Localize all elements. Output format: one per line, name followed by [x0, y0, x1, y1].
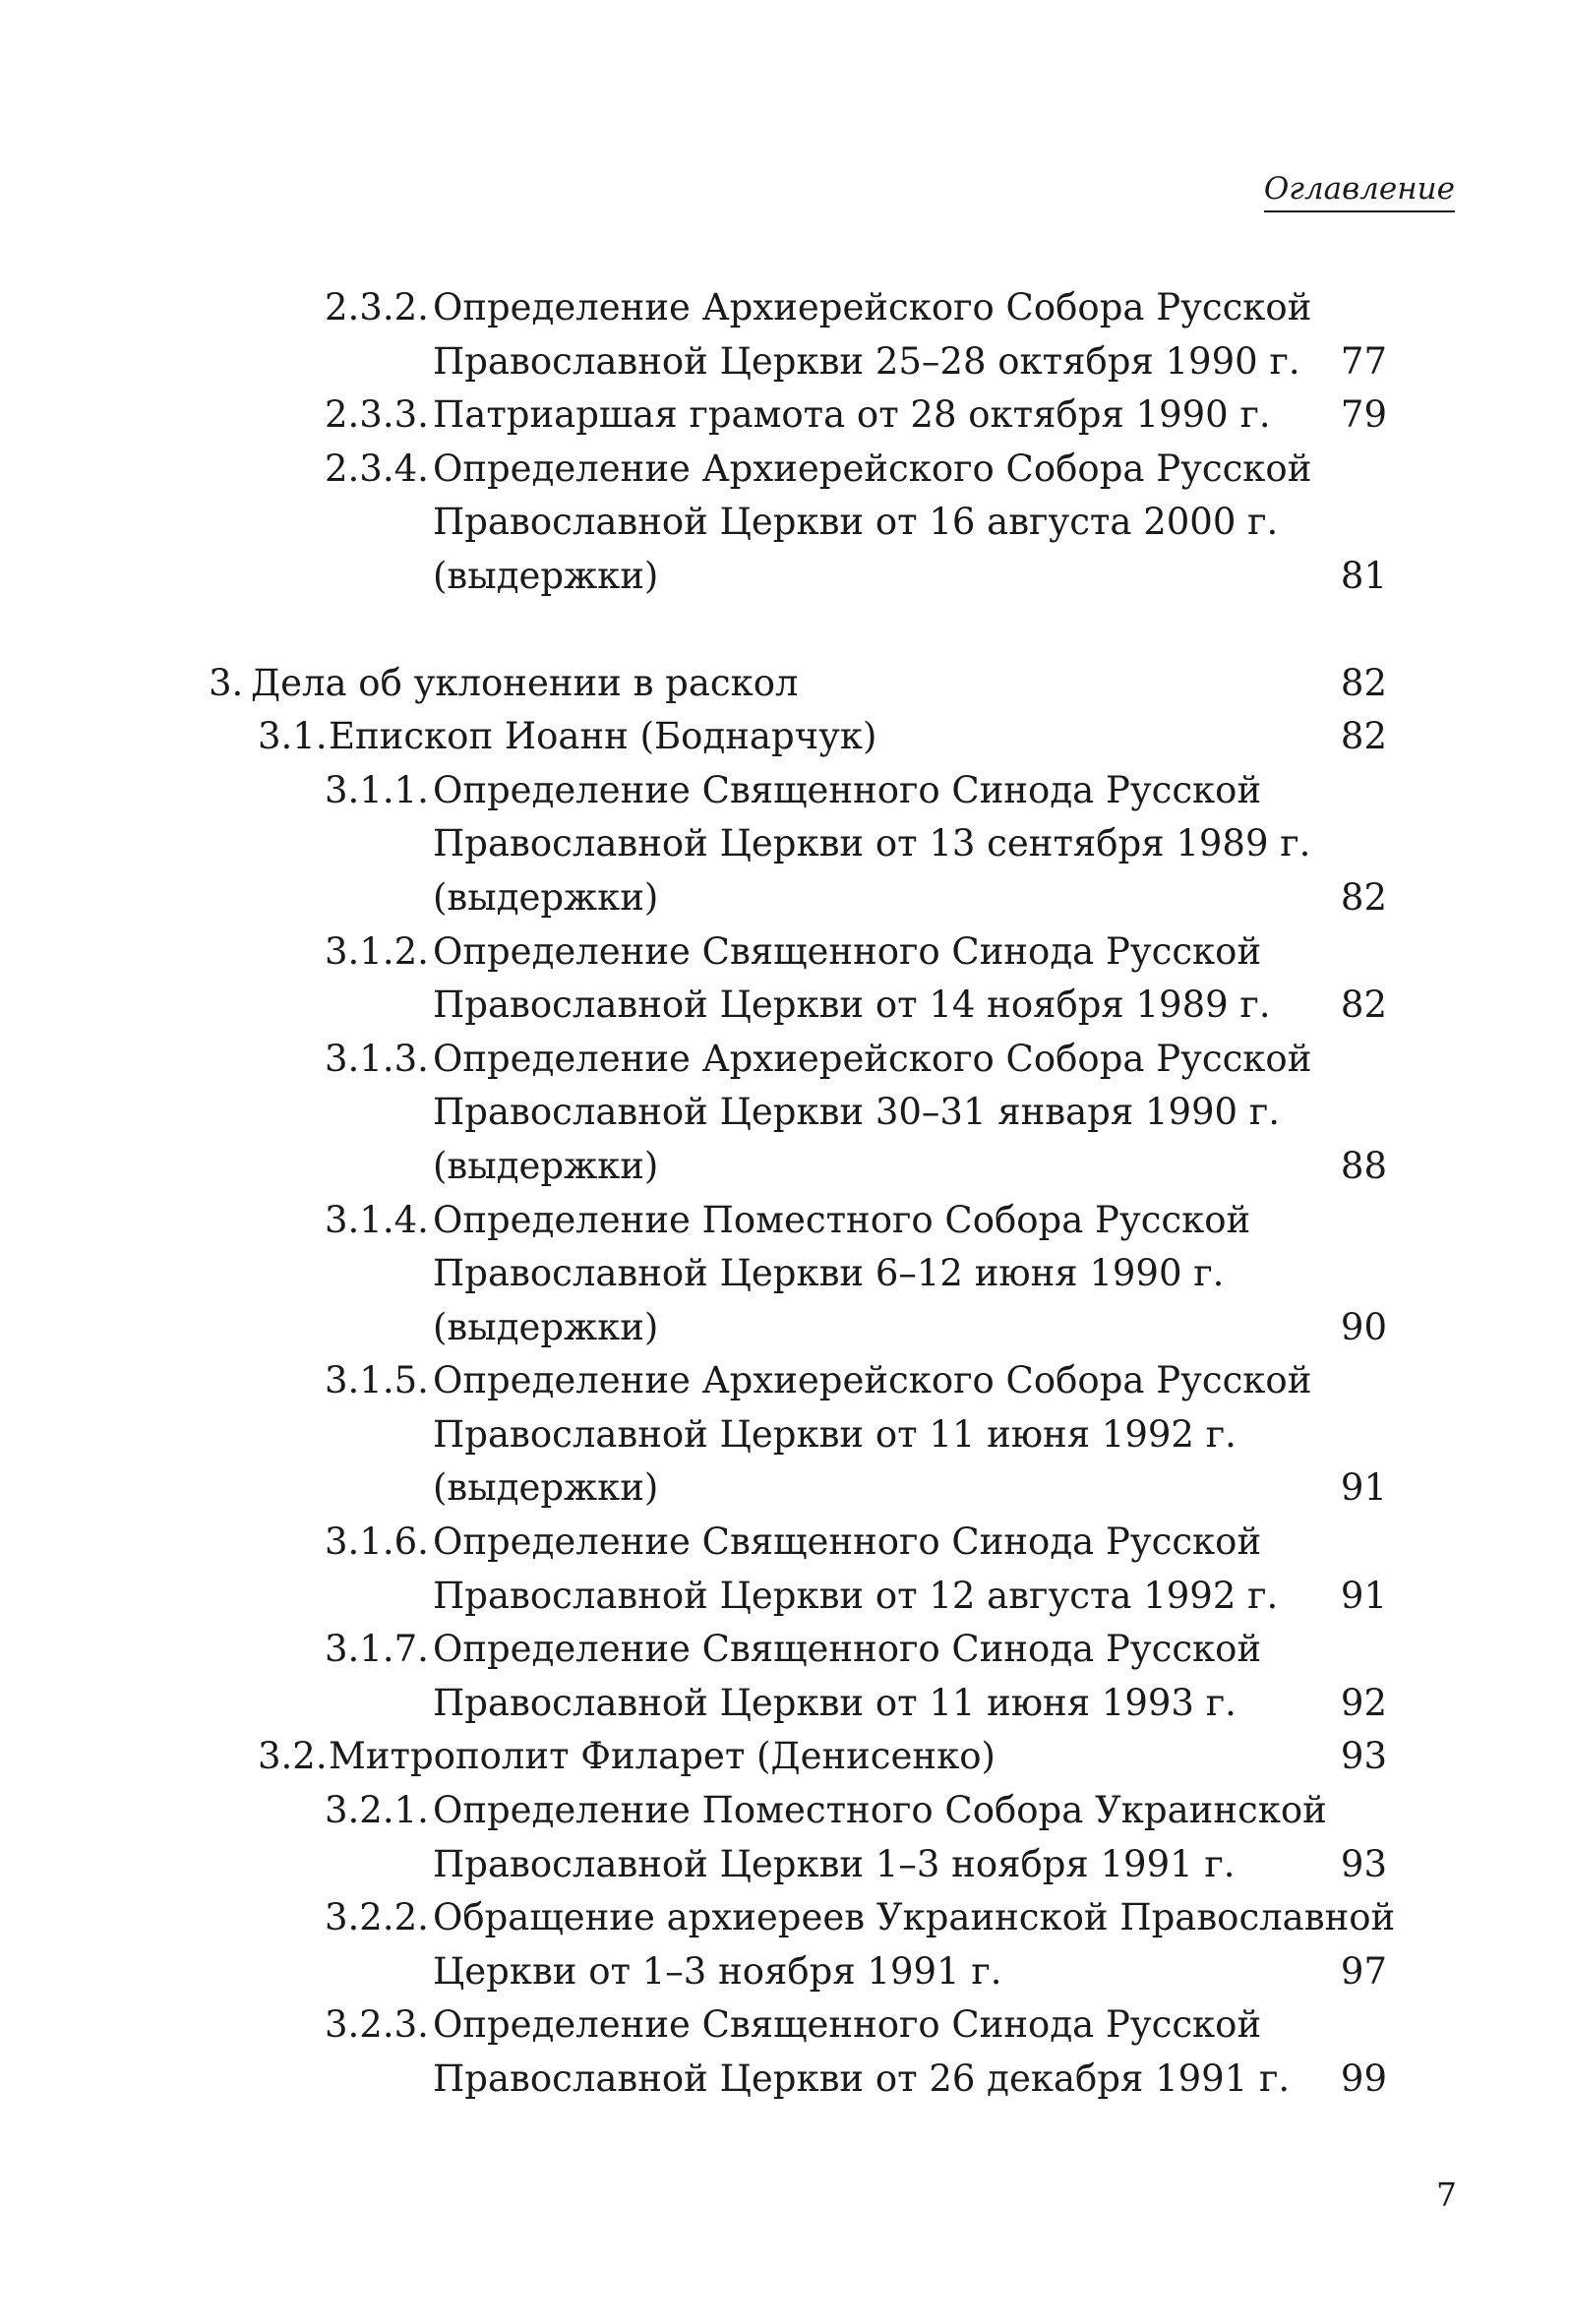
toc-entry-line — [0, 2053, 1569, 2107]
toc-entry-text: Патриаршая грамота от 28 октября 1990 г. — [433, 393, 1271, 437]
toc-entry-number: 3.2.1. — [325, 1789, 429, 1832]
toc-entry-text: Определение Священного Синода Русской — [433, 768, 1262, 811]
toc-entry-text: Православной Церкви от 26 декабря 1991 г. — [433, 2057, 1291, 2100]
toc-entry-line — [0, 979, 1569, 1033]
toc-entry-text: Православной Церкви от 16 августа 2000 г. — [433, 501, 1279, 544]
toc-entry-text: Православной Церкви 1–3 ноября 1991 г. — [433, 1842, 1236, 1885]
toc-entry-line — [0, 1194, 1569, 1248]
toc-entry-page: 82 — [1340, 875, 1387, 919]
toc-entry-text: Православной Церкви 25–28 октября 1990 г. — [433, 339, 1300, 383]
toc-entry-number: 3.1.7. — [325, 1628, 429, 1671]
toc-entry-line — [0, 1570, 1569, 1624]
toc-entry-line — [0, 817, 1569, 871]
running-header: Оглавление — [1264, 171, 1455, 212]
toc-entry-line — [0, 1247, 1569, 1301]
toc-entry-text: Епископ Иоанн (Боднарчук) — [329, 715, 877, 758]
toc-entry-line — [0, 1838, 1569, 1892]
toc-entry-text: Определение Священного Синода Русской — [433, 1520, 1262, 1564]
toc-entry-line — [0, 335, 1569, 389]
toc-entry-line — [0, 657, 1569, 711]
toc-entry-page: 77 — [1340, 339, 1387, 383]
toc-entry-text: Православной Церкви от 11 июня 1993 г. — [433, 1681, 1237, 1724]
toc-entry-line — [0, 925, 1569, 980]
table-of-contents — [0, 281, 1569, 2107]
toc-entry-line — [0, 1784, 1569, 1838]
page-number: 7 — [1436, 2175, 1457, 2214]
toc-entry-line — [0, 1461, 1569, 1516]
toc-entry-text: Определение Поместного Собора Русской — [433, 1198, 1251, 1241]
toc-entry-line — [0, 764, 1569, 818]
toc-entry-number: 3.2.2. — [325, 1896, 429, 1939]
toc-entry-page: 91 — [1340, 1466, 1387, 1510]
toc-entry-text: Определение Священного Синода Русской — [433, 929, 1262, 973]
toc-entry-number: 3.1. — [258, 715, 328, 758]
toc-entry-page: 88 — [1340, 1144, 1387, 1187]
toc-entry-line — [0, 388, 1569, 443]
toc-entry-number: 3.1.6. — [325, 1520, 429, 1564]
toc-entry-line — [0, 281, 1569, 335]
toc-entry-page: 97 — [1340, 1949, 1387, 1993]
toc-entry-page: 99 — [1340, 2057, 1387, 2100]
toc-entry-text: (выдержки) — [433, 875, 659, 919]
toc-entry-text: Определение Священного Синода Русской — [433, 2003, 1262, 2047]
toc-entry-page: 92 — [1340, 1681, 1387, 1724]
toc-entry-page: 79 — [1340, 393, 1387, 437]
toc-entry-page: 82 — [1340, 983, 1387, 1027]
toc-entry-line — [0, 443, 1569, 497]
toc-entry-line — [0, 1998, 1569, 2053]
toc-entry-line — [0, 1730, 1569, 1784]
toc-entry-text: (выдержки) — [433, 1466, 659, 1510]
toc-entry-line — [0, 871, 1569, 925]
toc-entry-number: 2.3.2. — [325, 286, 429, 328]
toc-entry-text: Православной Церкви 6–12 июня 1990 г. — [433, 1252, 1225, 1295]
toc-entry-text: Православной Церкви 30–31 января 1990 г. — [433, 1091, 1280, 1134]
toc-entry-text: Определение Архиерейского Собора Русской — [433, 447, 1312, 490]
toc-entry-line — [0, 1086, 1569, 1140]
toc-entry-line — [0, 1516, 1569, 1570]
toc-entry-text: Определение Священного Синода Русской — [433, 1628, 1262, 1671]
toc-entry-text: Православной Церкви от 12 августа 1992 г. — [433, 1574, 1279, 1617]
toc-entry-text: Определение Архиерейского Собора Русской — [433, 1359, 1312, 1402]
toc-entry-number: 2.3.4. — [325, 447, 429, 490]
toc-entry-line — [0, 1677, 1569, 1731]
toc-entry-number: 2.3.3. — [325, 393, 429, 437]
toc-entry-text: Митрополит Филарет (Денисенко) — [329, 1735, 996, 1778]
toc-entry-line — [0, 710, 1569, 764]
toc-entry-line — [0, 1945, 1569, 1999]
toc-entry-line — [0, 1140, 1569, 1194]
toc-entry-number: 3. — [209, 661, 244, 704]
toc-entry-page: 91 — [1340, 1574, 1387, 1617]
toc-entry-number: 3.1.3. — [325, 1037, 429, 1080]
toc-entry-page: 93 — [1340, 1842, 1387, 1885]
toc-entry-text: (выдержки) — [433, 1144, 659, 1187]
toc-entry-number: 3.1.4. — [325, 1198, 429, 1241]
toc-entry-text: Церкви от 1–3 ноября 1991 г. — [433, 1949, 1002, 1993]
toc-entry-text: Православной Церкви от 13 сентября 1989 г. — [433, 822, 1311, 865]
toc-entry-page: 90 — [1340, 1305, 1387, 1348]
toc-entry-number: 3.1.5. — [325, 1359, 429, 1402]
toc-entry-line — [0, 496, 1569, 550]
toc-entry-number: 3.1.1. — [325, 768, 429, 811]
toc-entry-line — [0, 1408, 1569, 1462]
toc-entry-page: 81 — [1340, 554, 1387, 597]
toc-entry-number: 3.2. — [258, 1735, 328, 1778]
toc-entry-text: Определение Поместного Собора Украинской — [433, 1789, 1327, 1832]
toc-entry-line — [0, 1033, 1569, 1087]
toc-entry-text: Православной Церкви от 11 июня 1992 г. — [433, 1412, 1237, 1456]
toc-entry-text: Определение Архиерейского Собора Русской — [433, 286, 1312, 328]
toc-entry-page: 82 — [1340, 661, 1387, 704]
toc-entry-line — [0, 1354, 1569, 1408]
toc-entry-line — [0, 1891, 1569, 1945]
toc-entry-text: Определение Архиерейского Собора Русской — [433, 1037, 1312, 1080]
toc-entry-text: Православной Церкви от 14 ноября 1989 г. — [433, 983, 1271, 1027]
toc-entry-page: 93 — [1340, 1735, 1387, 1778]
toc-entry-text: Дела об уклонении в раскол — [251, 661, 799, 704]
toc-entry-text: (выдержки) — [433, 554, 659, 597]
toc-entry-line — [0, 1623, 1569, 1677]
toc-entry-number: 3.1.2. — [325, 929, 429, 973]
toc-entry-text: (выдержки) — [433, 1305, 659, 1348]
toc-entry-number: 3.2.3. — [325, 2003, 429, 2047]
toc-entry-line — [0, 1301, 1569, 1355]
toc-entry-line — [0, 550, 1569, 604]
toc-entry-page: 82 — [1340, 715, 1387, 758]
toc-entry-text: Обращение архиереев Украинской Православной — [433, 1896, 1396, 1939]
